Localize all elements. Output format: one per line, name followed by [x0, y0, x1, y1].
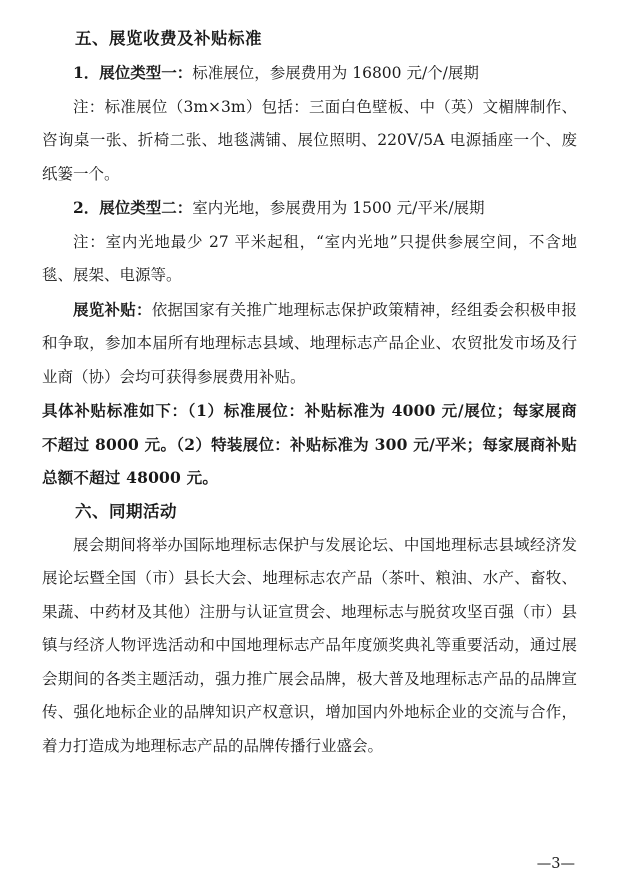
paragraph-booth-type-1-note: 注：标准展位（3m×3m）包括：三面白色壁板、中（英）文楣牌制作、咨询桌一张、折椅二张、地毯满铺、展位照明、220V/5A 电源插座一个、废纸篓一个。: [42, 97, 577, 183]
document-body: [42, 22, 577, 763]
exhibition-subsidy-text: 依据国家有关推广地理标志保护政策精神，经组委会积极申报和争取，参加本届所有地理标志县域、地理标志产品企业、农贸批发市场及行业商（协）会均可获得参展费用补贴。: [42, 300, 577, 386]
booth-type-1-text: 标准展位，参展费用为 16800 元/个/展期: [192, 64, 479, 82]
section-heading-five: 五、展览收费及补贴标准: [75, 29, 262, 48]
paragraph-subsidy-standard: 具体补贴标准如下：（1）标准展位：补贴标准为 4000 元/展位；每家展商不超过 8000 元。（2）特装展位：补贴标准为 300 元/平米；每家展商补贴总额不超过 48000 元。: [42, 401, 577, 487]
paragraph-booth-type-2: [42, 191, 577, 226]
paragraph-exhibition-subsidy: [42, 293, 577, 395]
booth-type-2-text: 室内光地，参展费用为 1500 元/平米/展期: [192, 199, 485, 217]
paragraph-booth-type-2-note: 注：室内光地最少 27 平米起租，“室内光地”只提供参展空间，不含地毯、展架、电源等。: [42, 232, 577, 284]
section-heading-six: 六、同期活动: [75, 501, 177, 521]
page-number-footer: —3—: [536, 856, 575, 872]
exhibition-subsidy-label: 展览补贴：: [73, 299, 152, 319]
paragraph-booth-type-1: [42, 56, 577, 91]
booth-type-1-label: 1．展位类型一：: [73, 63, 193, 82]
booth-type-2-label: 2．展位类型二：: [73, 198, 193, 217]
paragraph-concurrent-activities: 展会期间将举办国际地理标志保护与发展论坛、中国地理标志县域经济发展论坛暨全国（市）县长大会、地理标志农产品（茶叶、粮油、水产、畜牧、果蔬、中药材及其他）注册与认证宣贯会、地理标志与脱贫攻坚百强（市）县镇与经济人物评选活动和中国地理标志产品年度颁奖典礼等重要活动，通过展会期间的各类主题活动，强力推广展会品牌，极大普及地理标志产品的品牌宣传、强化地标企业的品牌知识产权意识，增加国内外地标企业的交流与合作，着力打造成为地理标志产品的品牌传播行业盛会。: [42, 535, 577, 755]
